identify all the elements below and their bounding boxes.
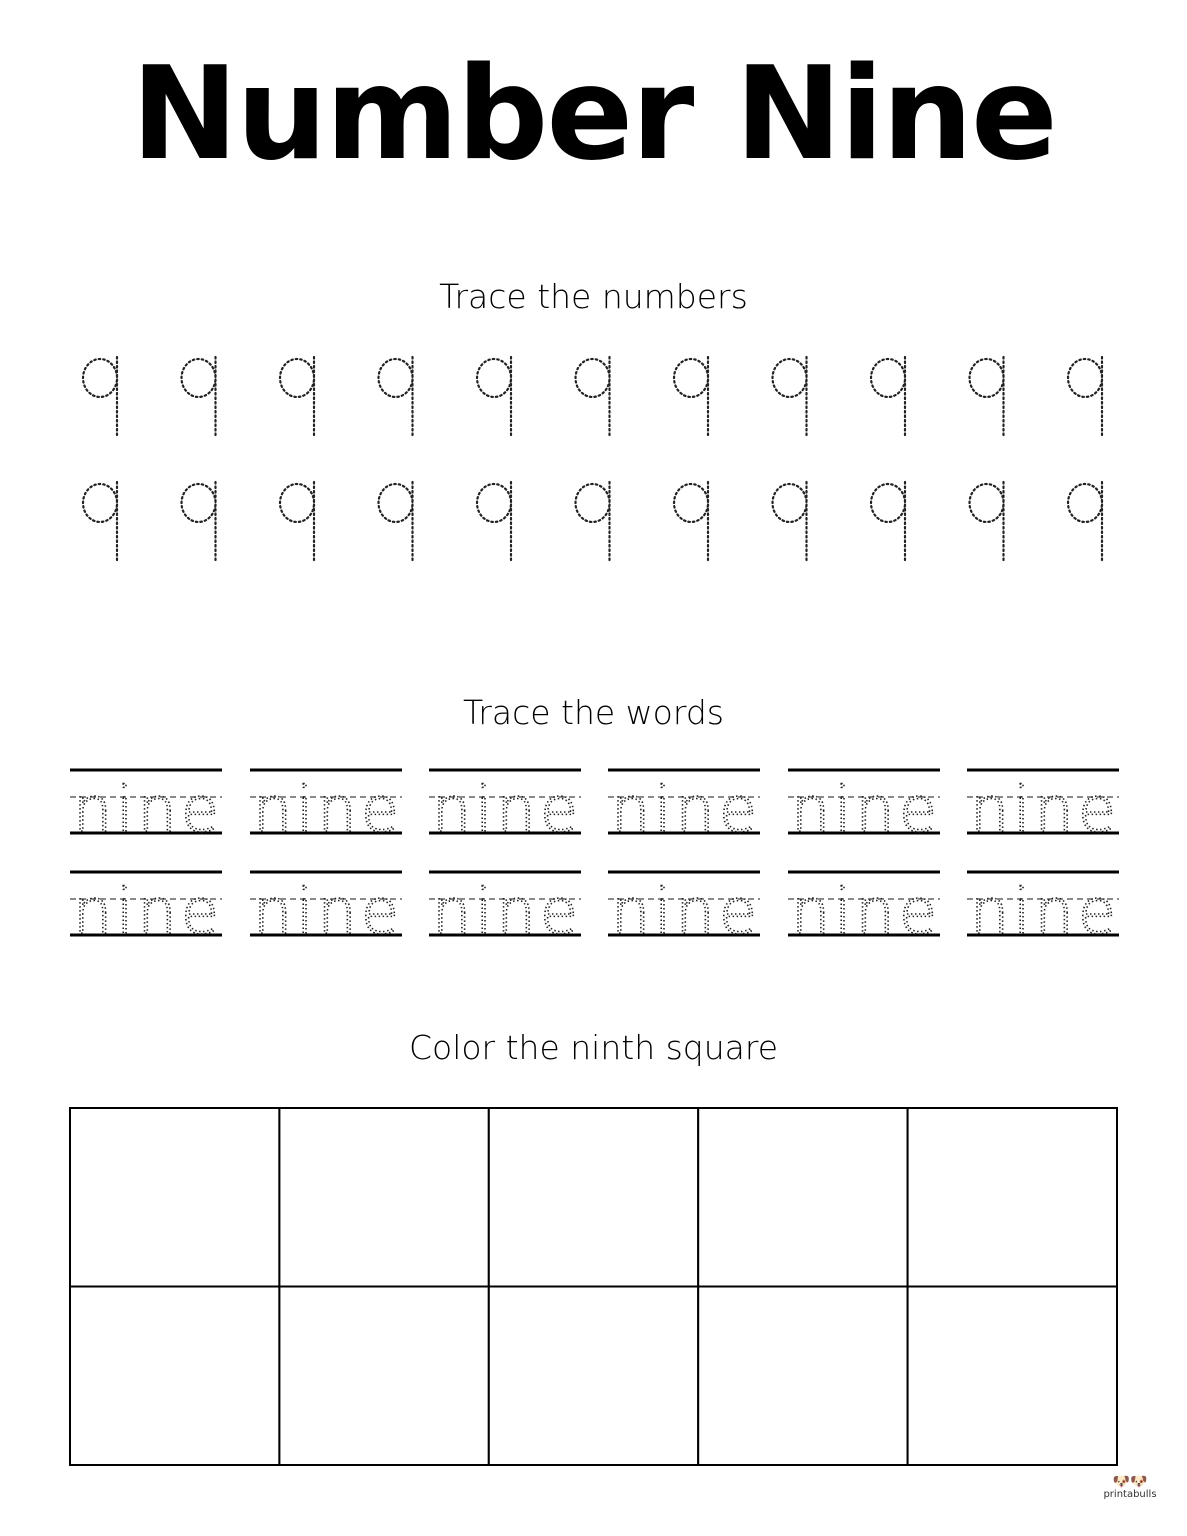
coloring-square[interactable] [698, 1108, 907, 1287]
dotted-word-trace: nine [73, 773, 219, 846]
dotted-word-trace: nine [253, 875, 399, 948]
dotted-nine-trace [379, 482, 413, 562]
bulldog-icon: 🐶🐶 [1112, 1474, 1148, 1490]
dotted-nine-trace [477, 482, 511, 562]
dotted-nine-trace [576, 482, 610, 562]
coloring-square[interactable] [489, 1108, 698, 1287]
trace-numbers-heading: Trace the numbers [439, 277, 748, 316]
dotted-nine-trace [182, 357, 216, 437]
color-squares-heading: Color the ninth square [408, 1028, 779, 1067]
dotted-nine-trace [773, 357, 807, 437]
dotted-word-trace: nine [432, 875, 578, 948]
dotted-nine-trace [1068, 357, 1102, 437]
dotted-nine-trace [970, 482, 1004, 562]
dotted-nine-trace [773, 482, 807, 562]
dotted-word-trace: nine [611, 875, 757, 948]
dotted-nine-trace [477, 357, 511, 437]
dotted-word-trace: nine [73, 875, 219, 948]
printabulls-logo [1095, 1475, 1165, 1500]
page-title: Number Nine [131, 40, 1056, 189]
dotted-nine-trace [871, 482, 905, 562]
dotted-nine-trace [280, 482, 314, 562]
dotted-nine-trace [83, 482, 117, 562]
dotted-nine-trace [970, 357, 1004, 437]
dotted-word-trace: nine [791, 773, 937, 846]
dotted-nine-trace [674, 482, 708, 562]
trace-words-heading: Trace the words [463, 693, 724, 732]
coloring-square[interactable] [908, 1287, 1117, 1466]
dotted-word-trace: nine [970, 773, 1116, 846]
coloring-square[interactable] [698, 1287, 907, 1466]
dotted-nine-trace [871, 357, 905, 437]
dotted-word-trace: nine [611, 773, 757, 846]
dotted-nine-trace [576, 357, 610, 437]
dotted-word-trace: nine [253, 773, 399, 846]
dotted-nine-trace [1068, 482, 1102, 562]
coloring-square[interactable] [489, 1287, 698, 1466]
dotted-nine-trace [182, 482, 216, 562]
coloring-square[interactable] [908, 1108, 1117, 1287]
logo-text: printabulls [1103, 1489, 1157, 1500]
dotted-nine-trace [379, 357, 413, 437]
dotted-nine-trace [280, 357, 314, 437]
dotted-nine-trace [83, 357, 117, 437]
dotted-word-trace: nine [970, 875, 1116, 948]
dotted-word-trace: nine [432, 773, 578, 846]
coloring-square[interactable] [70, 1287, 279, 1466]
coloring-square[interactable] [70, 1108, 279, 1287]
dotted-word-trace: nine [791, 875, 937, 948]
coloring-square[interactable] [279, 1287, 488, 1466]
coloring-square[interactable] [279, 1108, 488, 1287]
dotted-nine-trace [674, 357, 708, 437]
